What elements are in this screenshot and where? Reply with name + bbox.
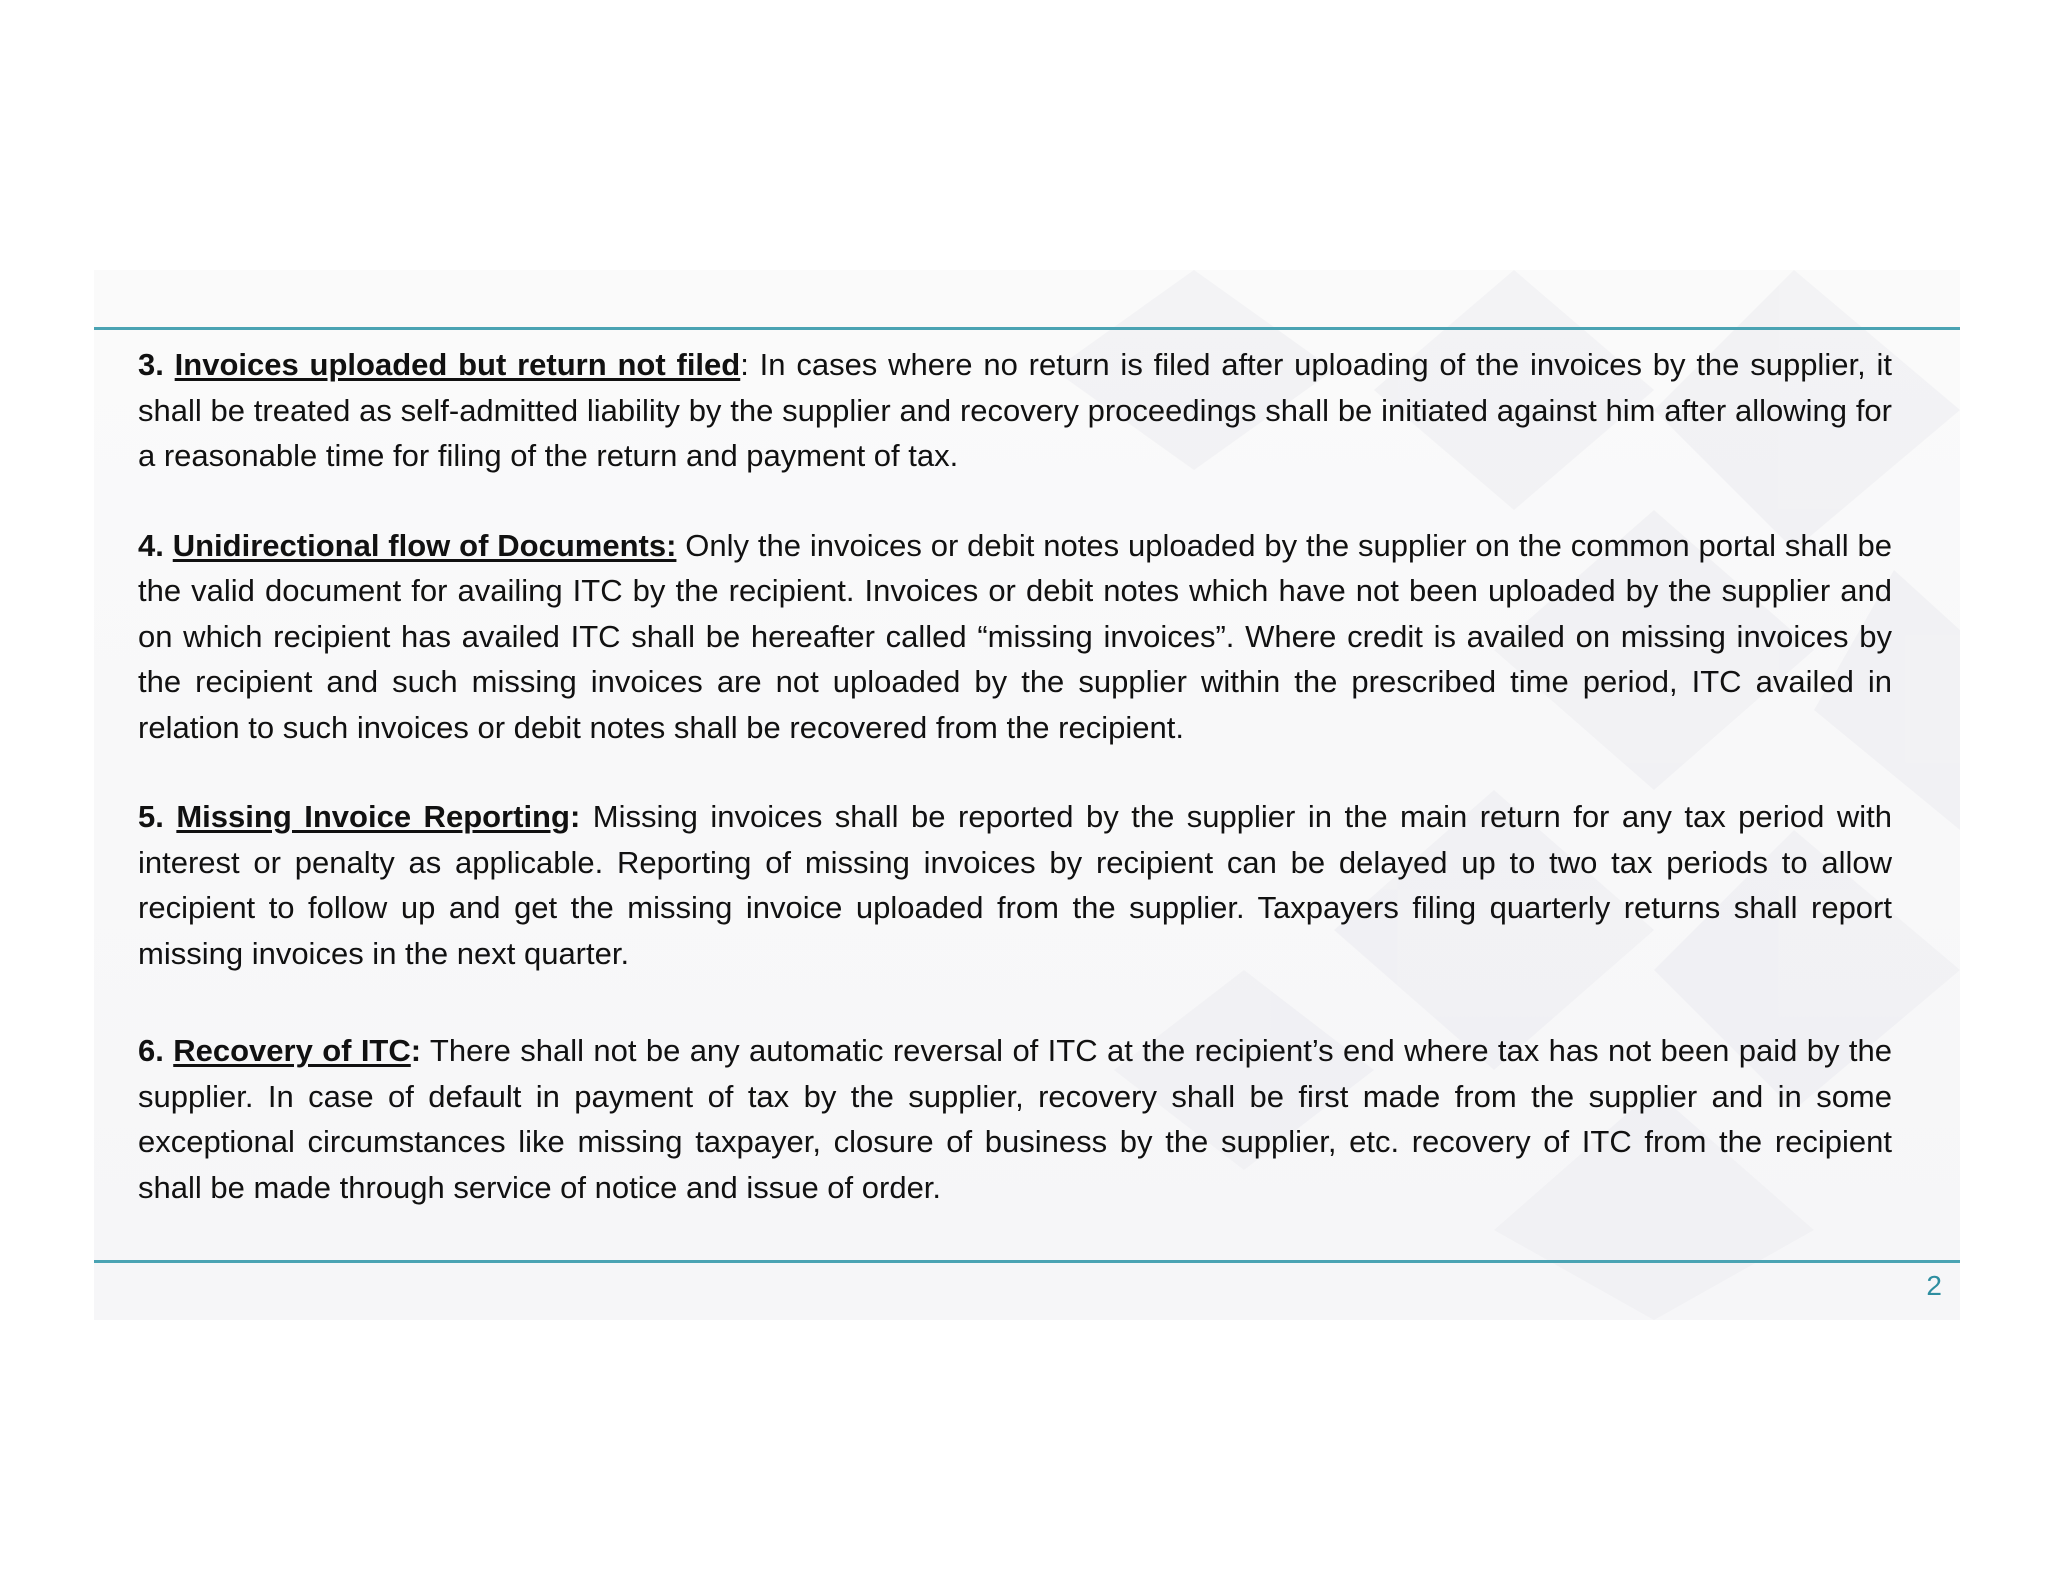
slide-content: [138, 342, 1892, 1210]
paragraph-5: [138, 794, 1892, 976]
paragraph-heading: Missing Invoice Reporting: [176, 799, 570, 834]
paragraph-number: 3.: [138, 347, 164, 382]
paragraph-text: In cases where no return is filed after uploading of the invoices by the supplier, it shall be treated as self-admitted liability by the supplier and recovery proceedings shall be initiated against him after allowing for a reasonable time for filing of the return and payment of tax.: [138, 347, 1892, 473]
slide: [94, 270, 1960, 1320]
paragraph-6: [138, 1028, 1892, 1210]
heading-suffix: :: [740, 347, 749, 382]
paragraph-number: 4.: [138, 527, 164, 563]
bottom-divider: [94, 1260, 1960, 1263]
paragraph-heading: Unidirectional flow of Documents:: [172, 527, 677, 563]
top-divider: [94, 327, 1960, 330]
paragraph-text: Only the invoices or debit notes uploaded by the supplier on the common portal shall be the valid document for availing ITC by the recipient. Invoices or debit notes which have not been uploaded by the supplier and on which recipient has availed ITC shall be hereafter called “missing invoices”. Where credit is availed on missing invoices by the recipient and such missing invoices are not uploaded by the supplier within the prescribed time period, ITC availed in relation to such invoices or debit notes shall be recovered from the recipient.: [138, 527, 1892, 745]
paragraph-heading: Recovery of ITC: [173, 1033, 411, 1068]
heading-suffix: :: [410, 1033, 422, 1068]
paragraph-heading: Invoices uploaded but return not filed: [174, 347, 741, 382]
paragraph-number: 5.: [138, 799, 164, 834]
paragraph-text: There shall not be any automatic reversal of ITC at the recipient’s end where tax has not been paid by the supplier. In case of default in payment of tax by the supplier, recovery shall be first made from the supplier and in some exceptional circumstances like missing taxpayer, closure of business by the supplier, etc. recovery of ITC from the recipient shall be made through service of notice and issue of order.: [138, 1033, 1892, 1205]
paragraph-3: [138, 342, 1892, 479]
paragraph-4: [138, 523, 1892, 751]
heading-suffix: :: [569, 799, 581, 834]
page-number: 2: [1926, 1270, 1942, 1301]
paragraph-text: Missing invoices shall be reported by the supplier in the main return for any tax period with interest or penalty as applicable. Reporting of missing invoices by recipient can be delayed up to two tax periods to allow recipient to follow up and get the missing invoice uploaded from the supplier. Taxpayers filing quarterly returns shall report missing invoices in the next quarter.: [138, 799, 1892, 971]
paragraph-number: 6.: [138, 1033, 164, 1068]
